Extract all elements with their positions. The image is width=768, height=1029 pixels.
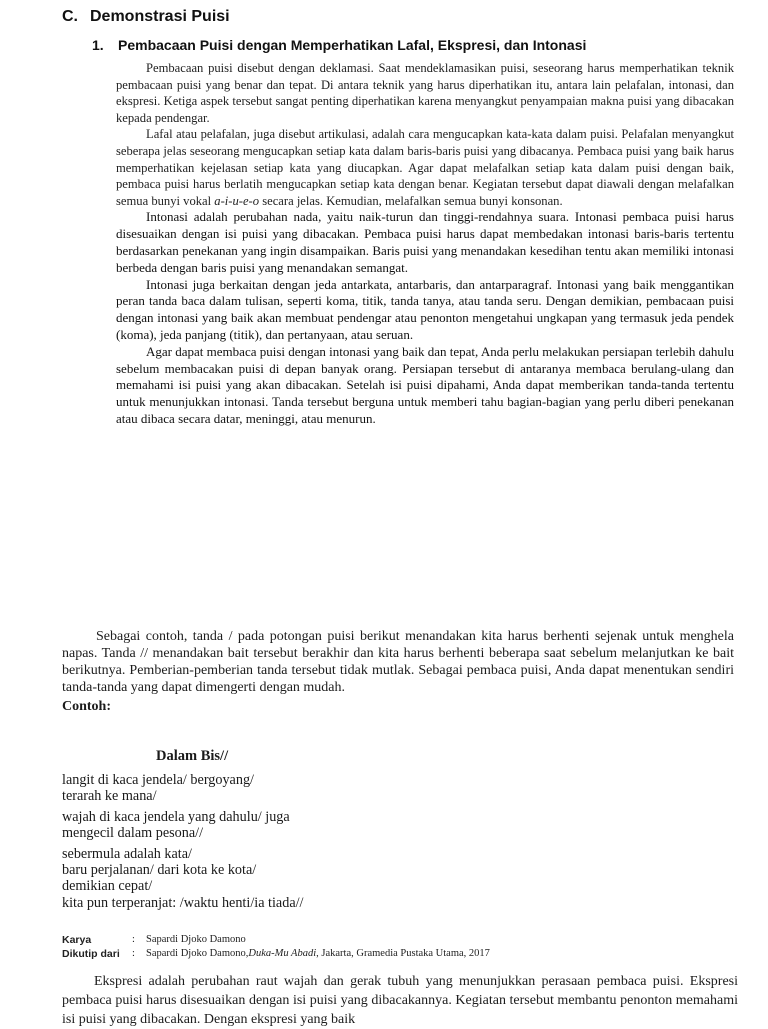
dikutip-book-title: Duka-Mu Abadi — [248, 948, 317, 959]
credit-dikutip: Dikutip dari : Sapardi Djoko Damono, Duka-Mu Abadi , Jakarta, Gramedia Pustaka Utama, 2017 — [62, 948, 490, 960]
subsection-title: Pembacaan Puisi dengan Memperhatikan Lafal, Ekspresi, dan Intonasi — [118, 37, 587, 53]
paragraph-persiapan: Agar dapat membaca puisi dengan intonasi yang baik dan tepat, Anda perlu melakukan persiapan terlebih dahulu sebelum membacakan puisi di depan banyak orang. Persiapan tersebut di antaranya membaca berulang-ulang dan memahami isi puisi yang akan dibacakan. Setelah isi puisi dipahami, Anda dapat memberikan tanda-tanda tertentu untuk menunjukkan intonasi. Tanda tersebut berguna untuk memberi tahu bagian-bagian yang perlu diberi penekanan atau dibaca secara datar, meninggi, atau menurun. — [116, 343, 734, 426]
subsection-heading — [92, 37, 586, 53]
contoh-label: Contoh: — [62, 699, 112, 714]
poem-line: terarah ke mana/ — [62, 788, 157, 805]
paragraph-jeda: Intonasi juga berkaitan dengan jeda antarkata, antarbaris, dan antarparagraf. Intonasi yang baik menggantikan peran tanda baca dalam tulisan, seperti koma, titik, tanda tanya, atau tanda seru. Dengan demikian, pembacaan puisi dengan intonasi yang baik akan membuat pendengar atau penonton mengetahui ungkapan yang termasuk jeda pendek (koma), jeda panjang (titik), dan pertanyaan, atau seruan. — [116, 276, 734, 342]
poem-line: sebermula adalah kata/ — [62, 845, 192, 862]
poem-line: wajah di kaca jendela yang dahulu/ juga — [62, 808, 290, 825]
poem-line: kita pun terperanjat: /waktu henti/ia tiada// — [62, 894, 304, 911]
dikutip-label: Dikutip dari — [62, 948, 120, 960]
example-section — [62, 628, 734, 715]
section-heading — [62, 8, 230, 26]
poem — [62, 772, 482, 915]
section-title: Demonstrasi Puisi — [90, 8, 230, 25]
karya-label: Karya — [62, 934, 92, 946]
poem-line: langit di kaca jendela/ bergoyang/ — [62, 772, 254, 788]
dikutip-author: Sapardi Djoko Damono, — [146, 948, 249, 959]
paragraph-deklamasi: Pembacaan puisi disebut dengan deklamasi. Saat mendeklamasikan puisi, seseorang harus memperhatikan teknik pembacaan puisi yang benar dan tepat. Di antara teknik yang harus diperhatikan itu, antara lain pelafalan, intonasi, dan ekspresi. Ketiga aspek tersebut sangat penting diperhatikan karena menyangkut penyampaian makna puisi yang dibacakan kepada pendengar. — [116, 61, 734, 125]
dikutip-publisher: , Jakarta, Gramedia Pustaka Utama, 2017 — [316, 948, 490, 959]
poem-credits — [62, 933, 742, 961]
paragraph-intonasi: Intonasi adalah perubahan nada, yaitu naik-turun dan tinggi-rendahnya suara. Intonasi pembaca puisi harus disesuaikan dengan isi puisi yang dibacakan. Pembaca puisi harus dapat membedakan intonasi baris-baris tertentu berdasarkan penekanan yang ingin disampaikan. Baris puisi yang menandakan kesedihan tentu akan memiliki intonasi berbeda dengan baris puisi yang menandakan semangat. — [116, 209, 734, 275]
example-intro-paragraph: Sebagai contoh, tanda / pada potongan puisi berikut menandakan kita harus berhenti sejenak untuk menghela napas. Tanda // menandakan bait tersebut berakhir dan kita harus berhenti beberapa saat sebelum melanjutkan ke bait berikutnya. Pemberian-pemberian tanda tersebut tidak mutlak. Sebagai pembaca puisi, Anda dapat menentukan sendiri tanda-tanda yang dapat dimengerti dengan mudah. — [62, 629, 734, 695]
ekspresi-section — [62, 972, 738, 1029]
subsection-number: 1. — [92, 37, 104, 53]
poem-stanza — [62, 772, 482, 805]
poem-stanza — [62, 846, 482, 912]
poem-line: baru perjalanan/ dari kota ke kota/ — [62, 862, 257, 879]
upper-body-text — [116, 60, 734, 428]
poem-line: demikian cepat/ — [62, 878, 153, 895]
poem-stanza — [62, 809, 482, 842]
paragraph-lafal: Lafal atau pelafalan, juga disebut artikulasi, adalah cara mengucapkan kata-kata dalam puisi. Pelafalan menyangkut seberapa jelas seseorang mengucapkan setiap kata dalam baris-baris puisi yang dibacanya. Pembaca puisi yang baik harus memperhatikan kejelasan setiap kata yang diucapkan. Agar dapat melafalkan setiap kata dalam puisi dengan baik, pembaca puisi harus berlatih mengucapkan setiap kata dengan benar. Kegiatan tersebut dapat diawali dengan melafalkan semua bunyi vokal a-i-u-e-o secara jelas. Kemudian, melafalkan semua bunyi konsonan. — [116, 127, 734, 208]
vowel-sequence: a-i-u-e-o — [214, 193, 260, 208]
poem-line: mengecil dalam pesona// — [62, 825, 204, 842]
section-number: C. — [62, 8, 78, 25]
paragraph-ekspresi: Ekspresi adalah perubahan raut wajah dan gerak tubuh yang menunjukkan perasaan pembaca puisi. Ekspresi pembaca puisi harus disesuaikan dengan isi puisi yang dibacakannya. Kegiatan tersebut membantu penonton memahami isi puisi yang dibacakan. Dengan ekspresi yang baik — [62, 974, 738, 1027]
credit-karya: Karya : Sapardi Djoko Damono — [62, 934, 246, 946]
karya-value: Sapardi Djoko Damono — [146, 934, 246, 945]
poem-title: Dalam Bis// — [156, 748, 229, 764]
